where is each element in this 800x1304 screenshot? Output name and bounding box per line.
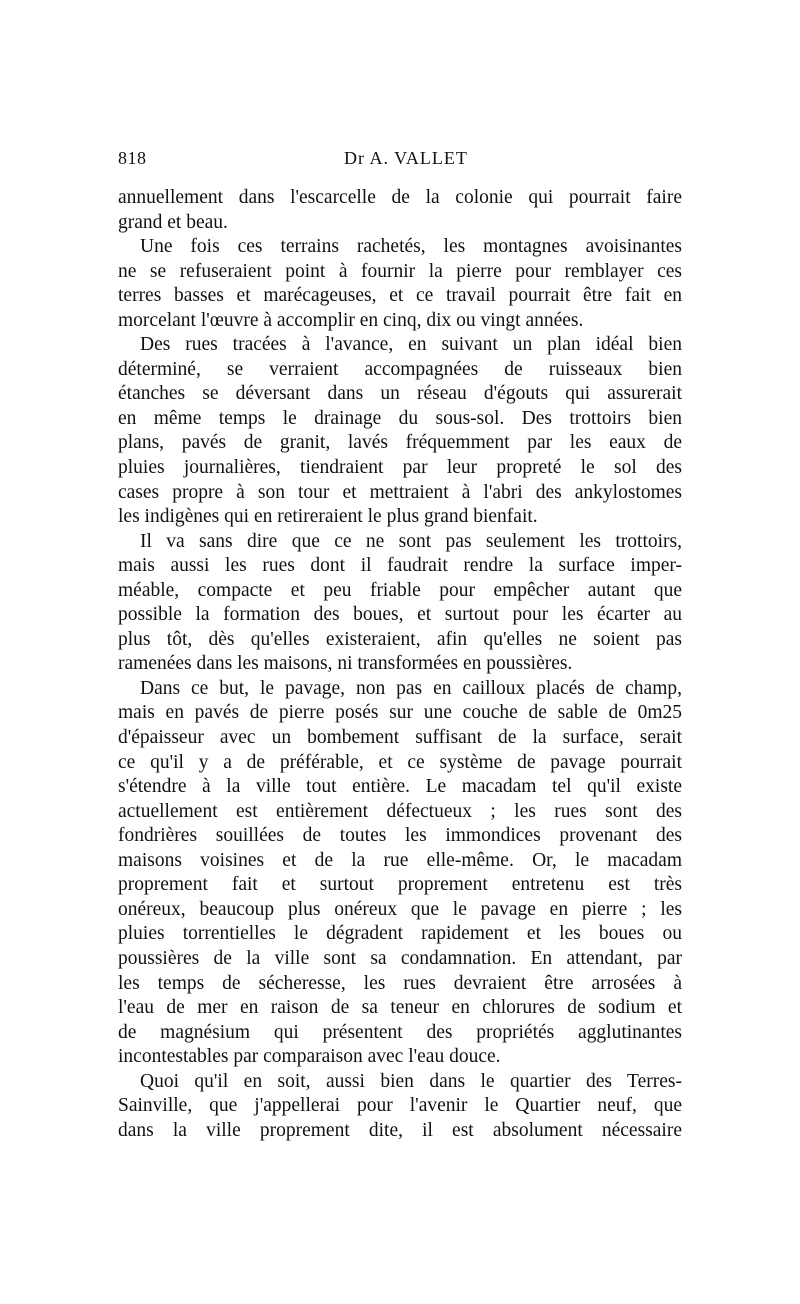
page-header	[118, 148, 682, 172]
text-line: Il va sans dire que ce ne sont pas seulement les trottoirs,	[140, 530, 682, 552]
text-line: maisons voisines et de la rue elle-même. Or, le macadam	[118, 849, 682, 871]
text-line: Des rues tracées à l'avance, en suivant un plan idéal bien	[140, 334, 682, 356]
text-line: Sainville, que j'appellerai pour l'avenir le Quartier neuf, que	[118, 1095, 682, 1117]
text-line: incontestables par comparaison avec l'eau douce.	[118, 1046, 501, 1068]
text-line: Une fois ces terrains rachetés, les montagnes avoisinantes	[140, 236, 682, 258]
text-line: en même temps le drainage du sous-sol. Des trottoirs bien	[118, 407, 682, 429]
text-line: possible la formation des boues, et surtout pour les écarter au	[118, 604, 682, 626]
page-number: 818	[118, 148, 147, 168]
text-line: terres basses et marécageuses, et ce travail pourrait être fait en	[118, 285, 682, 307]
text-line: les indigènes qui en retireraient le plus grand bienfait.	[118, 506, 538, 528]
text-line: mais aussi les rues dont il faudrait rendre la surface imper-	[118, 555, 682, 577]
text-line: déterminé, se verraient accompagnées de ruisseaux bien	[118, 358, 682, 380]
text-line: étanches se déversant dans un réseau d'égouts qui assurerait	[118, 383, 682, 405]
text-line: s'étendre à la ville tout entière. Le macadam tel qu'il existe	[118, 776, 682, 798]
text-line: pluies journalières, tiendraient par leur propreté le sol des	[118, 457, 682, 479]
text-line: ramenées dans les maisons, ni transformées en poussières.	[118, 653, 573, 675]
text-line: ne se refuseraient point à fournir la pierre pour remblayer ces	[118, 260, 682, 282]
text-line: pluies torrentielles le dégradent rapidement et les boues ou	[118, 923, 682, 945]
text-line: morcelant l'œuvre à accomplir en cinq, dix ou vingt années.	[118, 309, 584, 331]
text-line: poussières de la ville sont sa condamnation. En attendant, par	[118, 947, 682, 969]
text-line: grand et beau.	[118, 211, 228, 233]
text-line: plus tôt, dès qu'elles existeraient, afin qu'elles ne soient pas	[118, 628, 682, 650]
text-line: onéreux, beaucoup plus onéreux que le pavage en pierre ; les	[118, 898, 682, 920]
text-line: les temps de sécheresse, les rues devraient être arrosées à	[118, 972, 682, 994]
text-line: d'épaisseur avec un bombement suffisant de la surface, serait	[118, 727, 682, 749]
text-line: Dans ce but, le pavage, non pas en cailloux placés de champ,	[140, 677, 682, 699]
text-line: de magnésium qui présentent des propriétés agglutinantes	[118, 1021, 682, 1043]
text-line: actuellement est entièrement défectueux ; les rues sont des	[118, 800, 682, 822]
text-line: proprement fait et surtout proprement entretenu est très	[118, 874, 682, 896]
text-line: cases propre à son tour et mettraient à l'abri des ankylostomes	[118, 481, 682, 503]
text-line: fondrières souillées de toutes les immondices provenant des	[118, 825, 682, 847]
text-line: Quoi qu'il en soit, aussi bien dans le quartier des Terres-	[140, 1070, 682, 1092]
text-line: mais en pavés de pierre posés sur une couche de sable de 0m25	[118, 702, 682, 724]
body-text	[118, 186, 682, 1143]
text-line: annuellement dans l'escarcelle de la colonie qui pourrait faire	[118, 187, 682, 208]
text-line: méable, compacte et peu friable pour empêcher autant que	[118, 579, 682, 601]
text-line: plans, pavés de granit, lavés fréquemment par les eaux de	[118, 432, 682, 454]
text-line: dans la ville proprement dite, il est absolument nécessaire	[118, 1119, 682, 1141]
text-line: ce qu'il y a de préférable, et ce système de pavage pourrait	[118, 751, 682, 773]
text-line: l'eau de mer en raison de sa teneur en chlorures de sodium et	[118, 997, 682, 1019]
running-head: Dr A. VALLET	[344, 148, 468, 168]
